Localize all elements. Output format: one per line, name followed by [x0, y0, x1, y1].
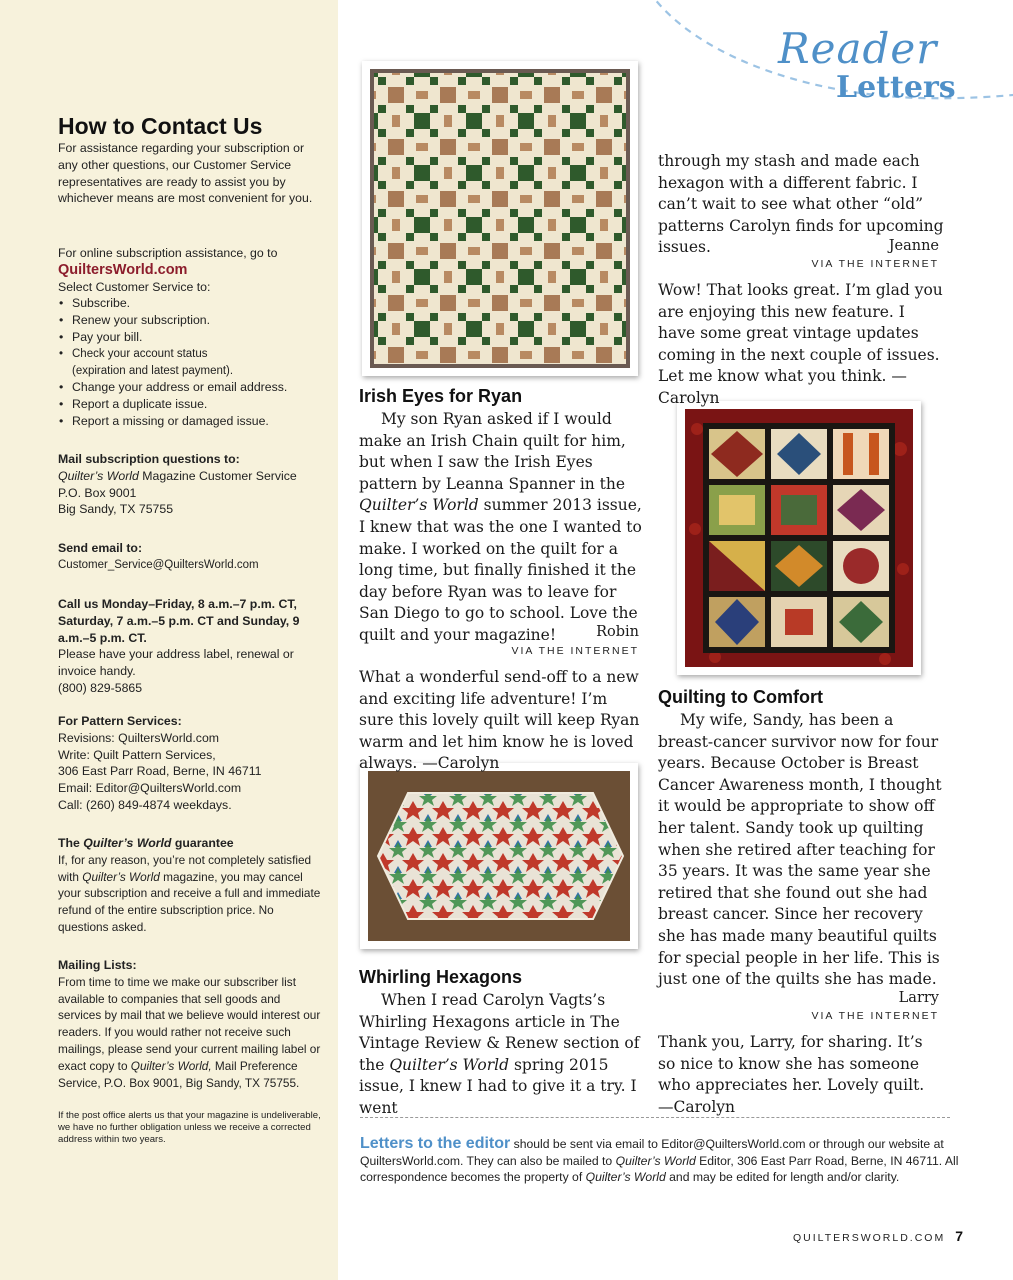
service-item: • Change your address or email address. [58, 379, 326, 396]
irish-eyes-quilt-photo [362, 61, 638, 376]
quilting-to-comfort-reply: Thank you, Larry, for sharing. It’s so nice to know she has someone who appreciates her. Lovely quilt. —Carolyn [658, 1033, 925, 1116]
email-heading: Send email to: [58, 541, 143, 555]
irish-eyes-via: VIA THE INTERNET [511, 645, 639, 657]
quilting-to-comfort-via: VIA THE INTERNET [811, 1010, 939, 1022]
call-heading: Call us Monday–Friday, 8 a.m.–7 p.m. CT, Saturday, 7 a.m.–5 p.m. CT and Sunday, 9 a.m.–5 p.m. CT. [58, 597, 300, 645]
sidebar-title: How to Contact Us [58, 113, 263, 139]
whirling-hexagons-signature: Jeanne [888, 238, 939, 254]
quilting-to-comfort-title: Quilting to Comfort [658, 687, 823, 707]
whirling-hexagons-continued: through my stash and made each hexagon with a different fabric. I can’t wait to see what other “old” patterns Carolyn finds for upcoming issues. [658, 152, 944, 257]
quilting-to-comfort-body: My wife, Sandy, has been a breast-cancer survivor now for four years. Because October is Breast Cancer Awareness month, I thought it would be appropriate to show off her talent. Sandy took up quilting when she retired after teaching for 35 years. It was the same year she retired that she found out she had breast cancer. Since her recovery she has made many beautiful quilts for special people in her life. This is just one of the quilts she has made. [658, 711, 942, 989]
call-section: Call us Monday–Friday, 8 a.m.–7 p.m. CT, Saturday, 7 a.m.–5 p.m. CT and Sunday, 9 a.m.–5 p.m. CT. Please have your address label, renewal or invoice handy. (800) 829-5865 [58, 596, 326, 697]
footer-divider [360, 1117, 950, 1118]
irish-eyes-signature: Robin [596, 624, 639, 640]
service-item: • Report a duplicate issue. [58, 396, 326, 413]
whirling-hexagons-photo [360, 763, 638, 949]
service-item: • Pay your bill. [58, 329, 326, 346]
guarantee-section: The Quilter’s World guarantee If, for any reason, you’re not completely satisfied with Quilter’s World magazine, you may cancel your subscription and receive a full and immediate refund of the entire subscription price. No questions asked. [58, 836, 321, 934]
pattern-section: For Pattern Services: Revisions: QuiltersWorld.com Write: Quilt Pattern Services, 306 East Parr Road, Berne, IN 46711 Email: Editor@QuiltersWorld.com Call: (260) 849-4874 weekdays. [58, 714, 262, 812]
page-footer [793, 1228, 963, 1246]
online-section: For online subscription assistance, go to QuiltersWorld.com Select Customer Service to: • Subscribe. • Renew your subscription. • Pay your bill. • Check your account status (expiration and latest payment). • Change your address or email address. • Report a duplicate issue. • Report a missing or damaged issue. [58, 245, 326, 430]
whirling-hexagons-via: VIA THE INTERNET [811, 258, 939, 270]
email-section [58, 540, 326, 574]
customer-service-email[interactable]: Customer_Service@QuiltersWorld.com [58, 558, 259, 571]
post-office-note: If the post office alerts us that your magazine is undeliverable, we have no further obligation unless we receive a corrected address within two years. [58, 1110, 321, 1145]
site-url: QUILTERSWORLD.COM [792, 1232, 946, 1244]
service-list [58, 295, 326, 429]
service-item: • Subscribe. [58, 295, 326, 312]
mail-section: Mail subscription questions to: Quilter’s World Magazine Customer Service P.O. Box 9001 Big Sandy, TX 75755 [58, 452, 297, 517]
quilting-to-comfort-signature: Larry [898, 990, 939, 1006]
sampler-quilt-image [685, 409, 913, 667]
service-item-sub: (expiration and latest payment). [72, 364, 234, 377]
whirling-hexagons-body: When I read Carolyn Vagts’s Whirling Hexagons article in The Vintage Review & Renew section of the Quilter’s World spring 2015 issue, I knew I had to give it a try. I went [359, 991, 640, 1117]
letters-to-editor-note: Letters to the editor should be sent via email to Editor@QuiltersWorld.com or through our website at QuiltersWorld.com. They can also be mailed to Quilter’s World Editor, 306 East Parr Road, Berne, IN 46711. All correspondence becomes the property of Quilter’s World and may be edited for length and/or clarity. [360, 1135, 959, 1184]
service-item: • Renew your subscription. [58, 312, 326, 329]
pattern-heading: For Pattern Services: [58, 714, 182, 728]
sidebar-intro: For assistance regarding your subscription or any other questions, our Customer Service representatives are ready to assist you by whichever means are most convenient for you. [58, 141, 313, 206]
whirling-hexagons-title: Whirling Hexagons [359, 967, 523, 987]
service-item: • Check your account status [58, 346, 326, 363]
mailing-heading: Mailing Lists: [58, 958, 137, 972]
header-letters: Letters [836, 70, 956, 105]
irish-eyes-body: My son Ryan asked if I would make an Irish Chain quilt for him, but when I saw the Irish Eyes pattern by Leanna Spanner in the Quilter’s World summer 2013 issue, I knew that was the one I wanted to make. I worked on the quilt for a long time, but finally finished it the day before Ryan was to leave for San Diego to go to school. Love the quilt and your magazine! [359, 410, 642, 644]
header-reader: Reader [778, 24, 938, 73]
page-number: 7 [955, 1228, 963, 1244]
guarantee-heading: The Quilter’s World guarantee [58, 836, 234, 850]
irish-chain-quilt-image [370, 69, 630, 368]
phone-number: (800) 829-5865 [58, 680, 143, 695]
mailing-lists-section: Mailing Lists: From time to time we make our subscriber list available to companies that sell goods and services by mail that we believe would interest our readers. If you would rather not receive such mailings, please send your current mailing label or exact copy to Quilter’s World, Mail Preference Service, P.O. Box 9001, Big Sandy, TX 75755. [58, 958, 321, 1090]
quiltersworld-link[interactable]: QuiltersWorld.com [58, 261, 188, 278]
irish-eyes-reply: What a wonderful send-off to a new and exciting life adventure! I’m sure this lovely quilt will keep Ryan warm and let him know he is loved always. —Carolyn [359, 668, 640, 773]
mail-heading: Mail subscription questions to: [58, 452, 240, 466]
quilting-to-comfort-photo [677, 401, 921, 675]
service-item: • Report a missing or damaged issue. [58, 413, 326, 430]
whirling-hexagon-quilt-image [368, 771, 630, 941]
letters-to-editor-lead: Letters to the editor [360, 1135, 511, 1152]
whirling-hexagons-reply: Wow! That looks great. I’m glad you are enjoying this new feature. I have some great vintage updates coming in the next couple of issues. Let me know what you think. —Carolyn [658, 281, 943, 407]
irish-eyes-title: Irish Eyes for Ryan [359, 386, 523, 406]
